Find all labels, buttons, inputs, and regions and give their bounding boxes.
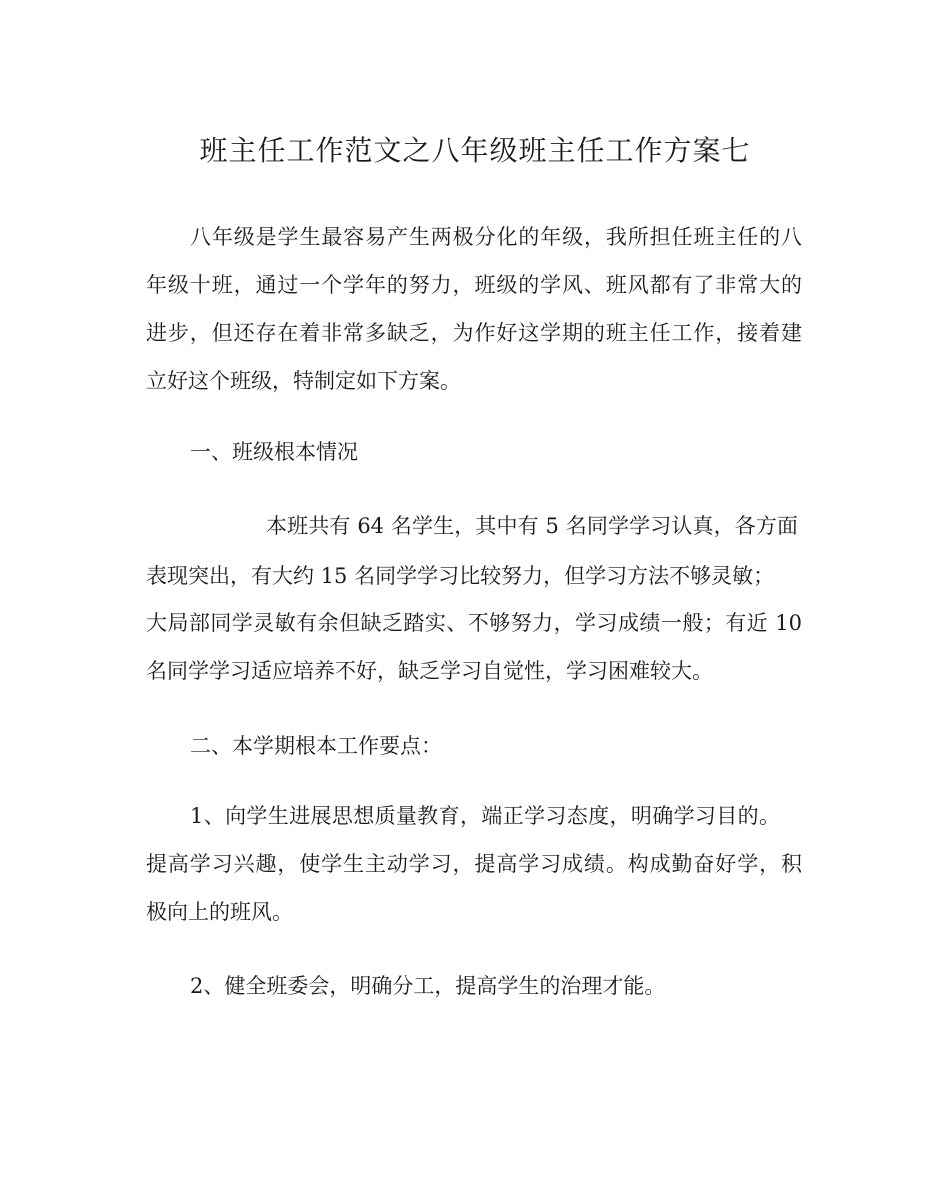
paragraph-line: 极向上的班风。 xyxy=(146,900,293,924)
paragraph-line: 进步，但还存在着非常多缺乏，为作好这学期的班主任工作，接着建 xyxy=(146,321,802,345)
paragraph-line: 提高学习兴趣，使学生主动学习，提高学习成绩。构成勤奋好学，积 xyxy=(146,852,802,876)
paragraph-line: 大局部同学灵敏有余但缺乏踏实、不够努力，学习成绩一般；有近 10 xyxy=(146,611,802,635)
paragraph-line: 本班共有 64 名学生，其中有 5 名同学学习认真，各方面 xyxy=(266,514,798,538)
document-title: 班主任工作范文之八年级班主任工作方案七 xyxy=(199,134,751,167)
section-heading-basic-situation: 一、班级根本情况 xyxy=(190,440,358,464)
paragraph-line: 1、向学生进展思想质量教育，端正学习态度，明确学习目的。 xyxy=(190,804,780,828)
section-heading-work-points: 二、本学期根本工作要点： xyxy=(190,734,442,758)
paragraph-line: 八年级是学生最容易产生两极分化的年级，我所担任班主任的八 xyxy=(190,225,802,249)
paragraph-line: 年级十班，通过一个学年的努力，班级的学风、班风都有了非常大的 xyxy=(146,273,802,297)
paragraph-line: 表现突出，有大约 15 名同学学习比较努力，但学习方法不够灵敏； xyxy=(146,564,775,588)
paragraph-line: 立好这个班级，特制定如下方案。 xyxy=(146,369,461,393)
paragraph-line: 名同学学习适应培养不好，缺乏学习自觉性，学习困难较大。 xyxy=(146,659,713,683)
paragraph-line: 2、健全班委会，明确分工，提高学生的治理才能。 xyxy=(190,974,666,998)
